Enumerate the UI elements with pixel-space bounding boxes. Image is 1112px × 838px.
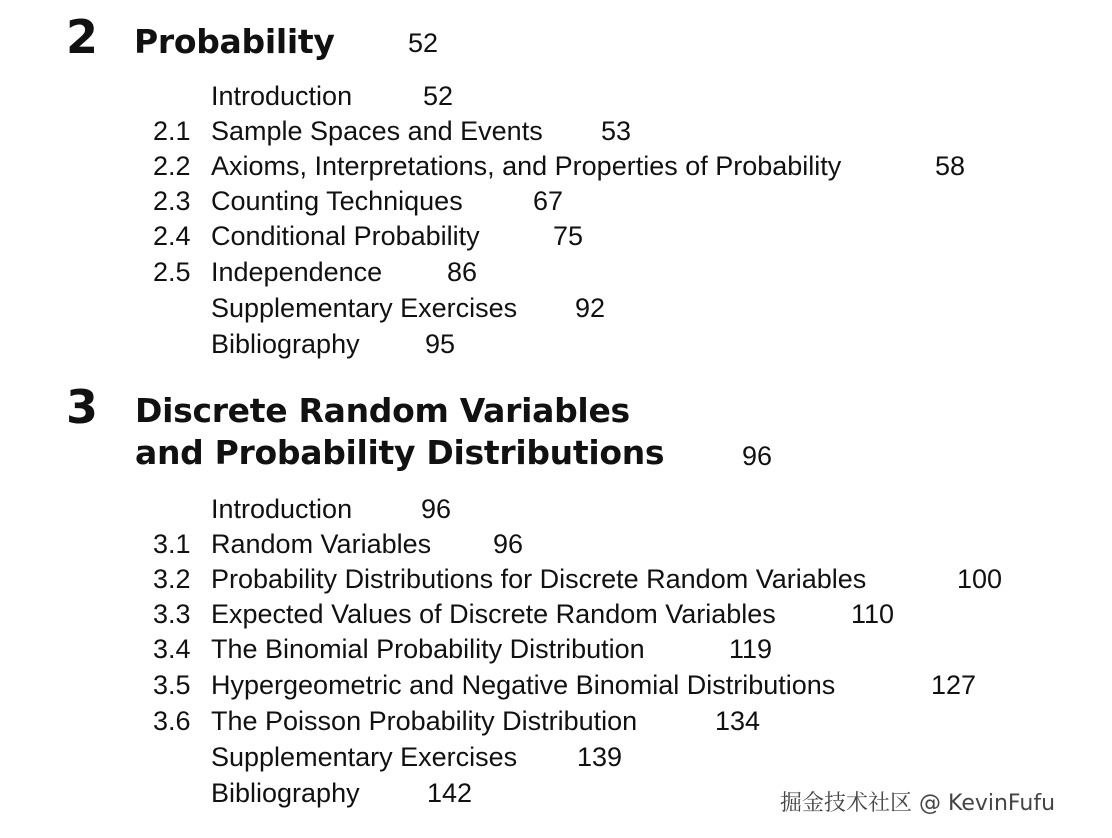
toc-entry-number: 3.1: [153, 529, 191, 559]
chapter-title: Discrete Random Variables: [135, 391, 630, 430]
chapter-title: Probability: [134, 22, 335, 61]
toc-entry-title: Expected Values of Discrete Random Variables: [211, 599, 776, 629]
toc-entry-number: 2.5: [153, 257, 191, 287]
toc-entry-title: Independence: [211, 257, 383, 287]
toc-entry-page: 96: [493, 529, 524, 559]
toc-entry-title: Probability Distributions for Discrete Random Variables: [211, 564, 867, 594]
toc-entry-page: 142: [427, 778, 473, 808]
toc-entry-page: 127: [931, 670, 977, 700]
toc-entry-page: 52: [423, 81, 454, 111]
toc-entry-title: Random Variables: [211, 529, 432, 559]
toc-entry-title: Bibliography: [211, 778, 360, 808]
toc-entry-title: Conditional Probability: [211, 221, 480, 251]
toc-entry-number: 2.2: [153, 151, 191, 181]
toc-entry-page: 86: [447, 257, 478, 287]
toc-entry-number: 2.4: [153, 221, 191, 251]
toc-entry-page: 92: [575, 293, 606, 323]
toc-entry-title: Introduction: [211, 81, 353, 111]
chapter-title-line-2: and Probability Distributions: [135, 433, 665, 472]
toc-entry-title: Sample Spaces and Events: [211, 116, 543, 146]
toc-entry-number: 3.2: [153, 564, 191, 594]
toc-entry-title: Bibliography: [211, 329, 360, 359]
toc-entry-page: 95: [425, 329, 456, 359]
toc-entry-title: Counting Techniques: [211, 186, 463, 216]
toc-entry-number: 3.6: [153, 706, 191, 736]
toc-entry-page: 139: [577, 742, 623, 772]
chapter-number: 3: [66, 380, 98, 434]
toc-entry-number: 2.1: [153, 116, 191, 146]
toc-entry-page: 58: [935, 151, 966, 181]
toc-entry-page: 134: [715, 706, 761, 736]
toc-entry-page: 110: [851, 599, 895, 629]
toc-entry-title: Supplementary Exercises: [211, 742, 518, 772]
toc-entry-title: Axioms, Interpretations, and Properties of Probability: [211, 151, 842, 181]
chapter-page-number: 96: [742, 441, 773, 471]
toc-entry-page: 100: [957, 564, 1003, 594]
toc-entry-page: 53: [601, 116, 632, 146]
toc-entry-number: 3.3: [153, 599, 191, 629]
toc-entry-page: 67: [533, 186, 564, 216]
toc-entry-page: 96: [421, 494, 452, 524]
chapter-number: 2: [66, 10, 98, 64]
toc-entry-page: 75: [553, 221, 584, 251]
toc-entry-number: 3.5: [153, 670, 191, 700]
toc-entry-title: Introduction: [211, 494, 353, 524]
toc-entry-title: The Poisson Probability Distribution: [211, 706, 638, 736]
toc-entry-title: Hypergeometric and Negative Binomial Distributions: [211, 670, 836, 700]
toc-entry-title: Supplementary Exercises: [211, 293, 518, 323]
toc-entry-page: 119: [729, 634, 773, 664]
toc-entry-title: The Binomial Probability Distribution: [211, 634, 645, 664]
chapter-page-number: 52: [408, 28, 439, 58]
toc-entry-number: 2.3: [153, 186, 191, 216]
toc-entry-number: 3.4: [153, 634, 191, 664]
watermark: 掘金技术社区 @ KevinFufu: [780, 791, 1056, 816]
